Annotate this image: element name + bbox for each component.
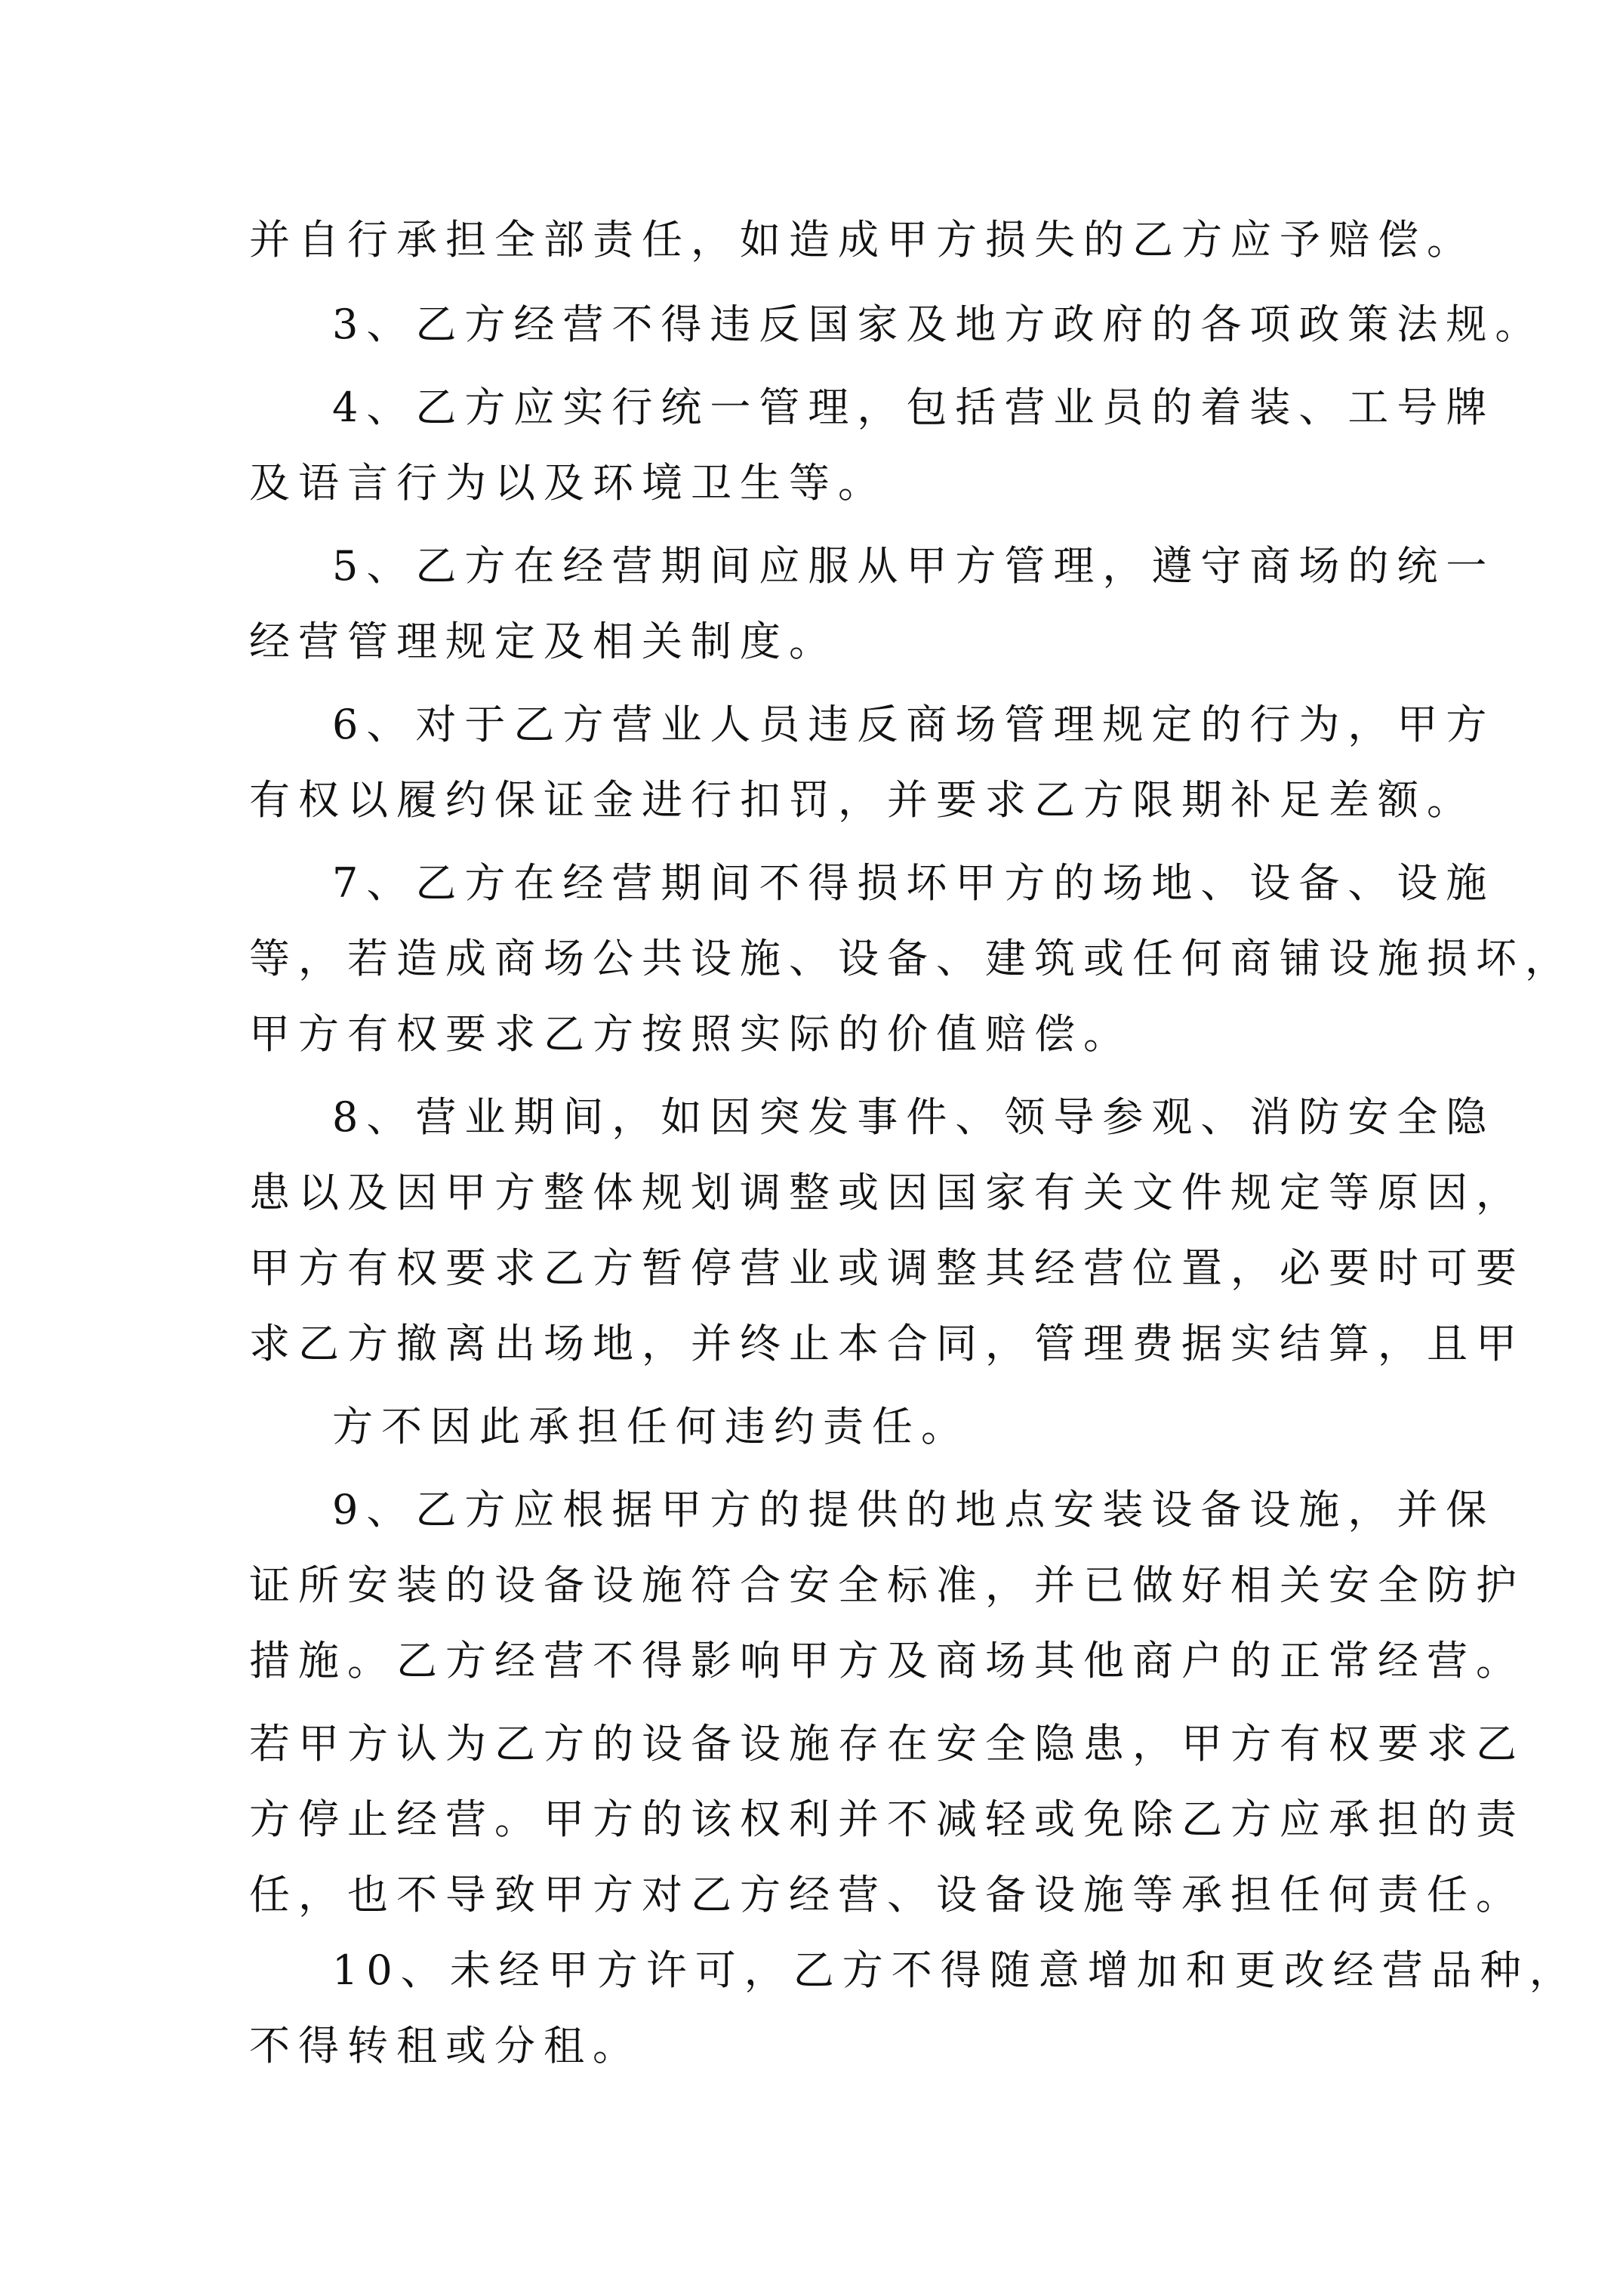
clause-8-line: 8、营业期间，如因突发事件、领导参观、消防安全隐 <box>332 1093 1495 1141</box>
clause-7-line: 7、乙方在经营期间不得损坏甲方的场地、设备、设施 <box>332 859 1495 907</box>
text-line: 求乙方撤离出场地，并终止本合同，管理费据实结算，且甲 <box>249 1320 1525 1367</box>
text-line: 任，也不导致甲方对乙方经营、设备设施等承担任何责任。 <box>249 1871 1525 1918</box>
clause-9-line: 9、乙方应根据甲方的提供的地点安装设备设施，并保 <box>332 1486 1495 1533</box>
text-line: 方停止经营。甲方的该权利并不减轻或免除乙方应承担的责 <box>249 1795 1525 1843</box>
text-line: 有权以履约保证金进行扣罚，并要求乙方限期补足差额。 <box>249 776 1476 824</box>
text-line: 等，若造成商场公共设施、设备、建筑或任何商铺设施损坏， <box>249 935 1574 982</box>
text-line: 经营管理规定及相关制度。 <box>249 618 838 665</box>
text-line: 证所安装的设备设施符合安全标准，并已做好相关安全防护 <box>249 1561 1525 1609</box>
text-line: 甲方有权要求乙方暂停营业或调整其经营位置，必要时可要 <box>249 1244 1525 1292</box>
clause-6-line: 6、对于乙方营业人员违反商场管理规定的行为，甲方 <box>332 701 1495 748</box>
text-line: 及语言行为以及环境卫生等。 <box>249 459 887 507</box>
text-line: 方不因此承担任何违约责任。 <box>332 1403 970 1450</box>
clause-10-line: 10、未经甲方许可，乙方不得随意增加和更改经营品种， <box>332 1946 1578 1994</box>
text-line: 患以及因甲方整体规划调整或因国家有关文件规定等原因， <box>249 1169 1525 1216</box>
clause-3-line: 3、乙方经营不得违反国家及地方政府的各项政策法规。 <box>332 300 1544 348</box>
clause-5-line: 5、乙方在经营期间应服从甲方管理，遵守商场的统一 <box>332 542 1495 590</box>
text-line: 甲方有权要求乙方按照实际的价值赔偿。 <box>249 1010 1132 1058</box>
clause-4-line: 4、乙方应实行统一管理，包括营业员的着装、工号牌 <box>332 384 1495 431</box>
text-line: 并自行承担全部责任，如造成甲方损失的乙方应予赔偿。 <box>249 216 1476 264</box>
text-line: 不得转租或分租。 <box>249 2022 642 2069</box>
text-line: 措施。乙方经营不得影响甲方及商场其他商户的正常经营。 <box>249 1637 1525 1684</box>
text-line: 若甲方认为乙方的设备设施存在安全隐患，甲方有权要求乙 <box>249 1720 1525 1767</box>
